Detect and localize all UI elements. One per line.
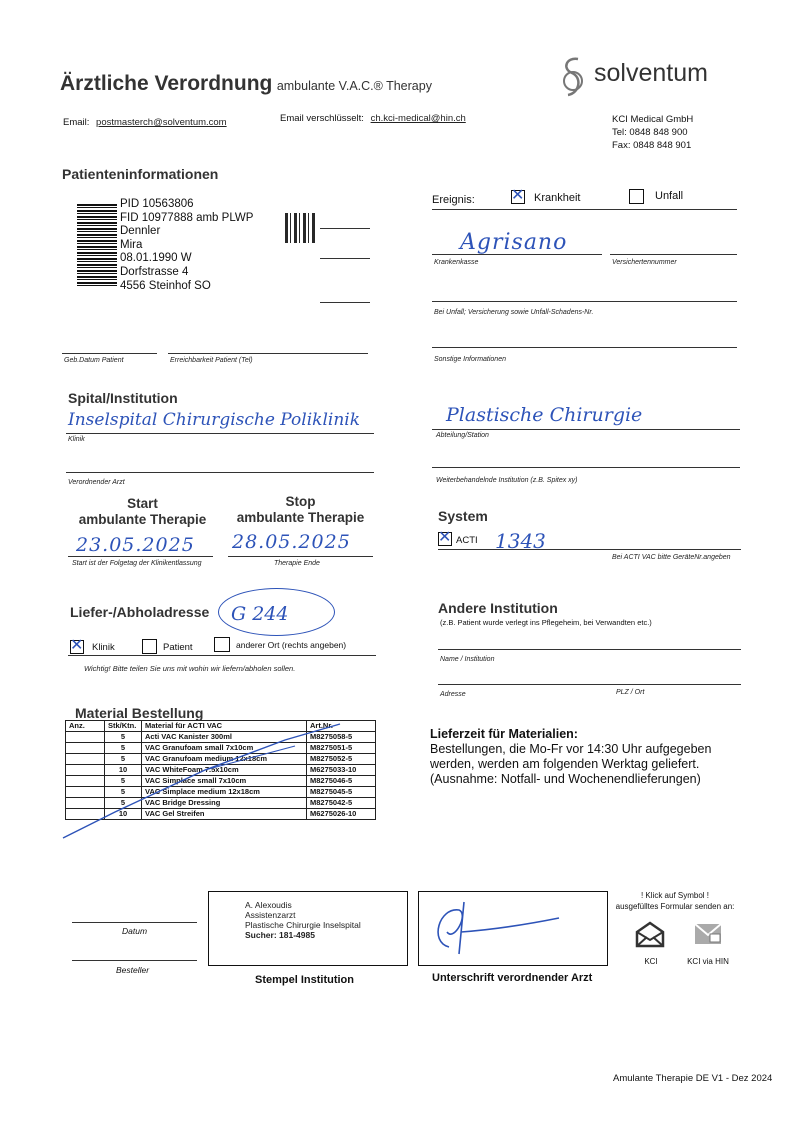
brand-name: solventum bbox=[594, 59, 708, 87]
email-enc-label: Email verschlüsselt: bbox=[280, 113, 364, 124]
material-strike-marks bbox=[55, 720, 395, 850]
patient-line: 4556 Steinhof SO bbox=[120, 279, 211, 292]
liefer-heading: Liefer-/Abholadresse bbox=[70, 604, 210, 620]
email-link[interactable]: postmasterch@solventum.com bbox=[96, 117, 227, 128]
patient-barcode bbox=[77, 204, 117, 288]
send-kci-button[interactable] bbox=[634, 920, 668, 966]
divider bbox=[320, 258, 370, 259]
liefer-klinik-checkbox[interactable] bbox=[70, 640, 84, 654]
cell-material: VAC Gel Streifen bbox=[142, 809, 307, 820]
divider bbox=[72, 960, 197, 961]
abteilung-label: Abteilung/Station bbox=[436, 432, 489, 439]
liefer-anderer-row bbox=[236, 640, 346, 650]
divider bbox=[66, 472, 374, 473]
lieferzeit-line: (Ausnahme: Notfall- und Wochenendlieferungen) bbox=[430, 772, 701, 786]
col-stk: Stk/Ktn. bbox=[105, 721, 142, 732]
col-artnr: Art.Nr. bbox=[307, 721, 376, 732]
cell-artnr: M8275042-5 bbox=[307, 798, 376, 809]
patient-line: Dorfstrasse 4 bbox=[120, 265, 189, 278]
lieferzeit-heading: Lieferzeit für Materialien: bbox=[430, 727, 578, 741]
divider bbox=[432, 347, 737, 348]
lieferzeit-text bbox=[430, 742, 711, 787]
divider bbox=[66, 433, 374, 434]
cell-artnr: M6275026-10 bbox=[307, 809, 376, 820]
weiterbehandelnde-label: Weiterbehandelnde Institution (z.B. Spitex xy) bbox=[436, 477, 578, 484]
klick-hint bbox=[610, 890, 740, 912]
envelope-icon bbox=[634, 920, 666, 948]
patient-line: Mira bbox=[120, 238, 143, 251]
system-heading: System bbox=[438, 508, 488, 524]
unfall-checkbox[interactable] bbox=[629, 189, 644, 204]
andere-heading: Andere Institution bbox=[438, 600, 558, 616]
stop-heading bbox=[228, 494, 373, 526]
stamp-box bbox=[208, 891, 408, 966]
liefer-anderer-hint: (rechts angeben) bbox=[281, 640, 347, 650]
krankenkasse-value: Agrisano bbox=[460, 230, 568, 255]
besteller-label: Besteller bbox=[116, 965, 150, 975]
divider bbox=[438, 549, 741, 550]
spital-heading: Spital/Institution bbox=[68, 390, 178, 406]
divider bbox=[438, 684, 741, 685]
stop-date-value: 28.05.2025 bbox=[232, 531, 351, 553]
start-h2: ambulante Therapie bbox=[78, 512, 207, 527]
divider bbox=[68, 556, 213, 557]
divider bbox=[432, 467, 740, 468]
klick-line1: ! Klick auf Symbol ! bbox=[640, 891, 710, 900]
tel-label: Erreichbarkeit Patient (Tel) bbox=[170, 357, 253, 364]
andere-plz-label: PLZ / Ort bbox=[616, 689, 645, 696]
company-name: KCI Medical GmbH bbox=[612, 114, 694, 125]
klick-line2: ausgefülltes Formular senden an: bbox=[615, 902, 735, 911]
cell-artnr: M8275052-5 bbox=[307, 754, 376, 765]
cell-material: VAC Granufoam medium 12x18cm bbox=[142, 754, 307, 765]
klinik-value: Inselspital Chirurgische Poliklinik bbox=[68, 410, 361, 430]
cell-material: VAC Granufoam small 7x10cm bbox=[142, 743, 307, 754]
stamp-line: Assistenzarzt bbox=[245, 910, 296, 920]
email-enc-link[interactable]: ch.kci-medical@hin.ch bbox=[370, 113, 466, 124]
liefer-circled-value: G 244 bbox=[231, 603, 289, 625]
cell-material: VAC WhiteFoam 7.5x10cm bbox=[142, 765, 307, 776]
email-row bbox=[63, 117, 227, 128]
divider bbox=[228, 556, 373, 557]
form-title bbox=[60, 72, 432, 96]
liefer-klinik-label: Klinik bbox=[92, 642, 115, 653]
solventum-s-icon bbox=[558, 55, 588, 99]
company-tel: Tel: 0848 848 900 bbox=[612, 127, 688, 138]
acti-label: ACTI bbox=[456, 535, 478, 546]
company-block bbox=[612, 113, 693, 152]
cell-stk: 5 bbox=[105, 743, 142, 754]
versichertennummer-label: Versichertennummer bbox=[612, 259, 677, 266]
cell-stk: 5 bbox=[105, 798, 142, 809]
divider bbox=[320, 302, 370, 303]
start-h1: Start bbox=[127, 496, 158, 511]
signature-mark bbox=[419, 892, 605, 962]
kci-hin-label: KCI via HIN bbox=[687, 957, 729, 966]
datum-label: Datum bbox=[122, 926, 148, 936]
cell-artnr: M8275046-5 bbox=[307, 776, 376, 787]
start-heading bbox=[70, 496, 215, 528]
company-fax: Fax: 0848 848 901 bbox=[612, 140, 692, 151]
cell-artnr: M8275045-5 bbox=[307, 787, 376, 798]
patient-line: FID 10977888 amb PLWP bbox=[120, 211, 254, 224]
geb-datum-label: Geb.Datum Patient bbox=[64, 357, 124, 364]
title-bold: Ärztliche Verordnung bbox=[60, 72, 273, 95]
liefer-anderer-checkbox[interactable] bbox=[214, 637, 230, 652]
email-label: Email: bbox=[63, 117, 90, 128]
stop-label: Therapie Ende bbox=[274, 560, 320, 567]
send-kci-hin-button[interactable] bbox=[683, 920, 733, 966]
unfall-label: Unfall bbox=[655, 190, 684, 202]
version-label: Amulante Therapie DE V1 - Dez 2024 bbox=[613, 1073, 773, 1084]
patient-line: PID 10563806 bbox=[120, 198, 194, 210]
lieferzeit-line: werden, werden am folgenden Werktag geliefert. bbox=[430, 757, 700, 771]
stamp-line: Sucher: 181-4985 bbox=[245, 930, 315, 940]
divider bbox=[438, 649, 741, 650]
divider bbox=[432, 301, 737, 302]
liefer-patient-label: Patient bbox=[163, 642, 193, 653]
cell-artnr: M8275058-5 bbox=[307, 732, 376, 743]
stop-h1: Stop bbox=[285, 494, 316, 509]
cell-material: VAC Simplace small 7x10cm bbox=[142, 776, 307, 787]
start-label: Start ist der Folgetag der Klinikentlassung bbox=[72, 560, 202, 567]
unfall-versicherung-label: Bei Unfall; Versicherung sowie Unfall-Schadens-Nr. bbox=[434, 309, 594, 316]
abteilung-value: Plastische Chirurgie bbox=[446, 404, 643, 426]
divider bbox=[610, 254, 737, 255]
cell-material: VAC Simplace medium 12x18cm bbox=[142, 787, 307, 798]
col-anz: Anz. bbox=[66, 721, 105, 732]
verordnender-arzt-label: Verordnender Arzt bbox=[68, 479, 125, 486]
brand-logo bbox=[558, 55, 708, 104]
patient-label bbox=[120, 198, 253, 293]
divider bbox=[72, 922, 197, 923]
patient-heading: Patienteninformationen bbox=[62, 166, 219, 182]
divider bbox=[432, 209, 737, 210]
ereignis-label: Ereignis: bbox=[432, 194, 475, 206]
klinik-label: Klinik bbox=[68, 436, 85, 443]
stop-h2: ambulante Therapie bbox=[236, 510, 365, 525]
patient-line: Dennler bbox=[120, 225, 161, 238]
sonstige-label: Sonstige Informationen bbox=[434, 356, 506, 363]
liefer-patient-checkbox[interactable] bbox=[142, 639, 157, 654]
divider bbox=[320, 228, 370, 229]
divider bbox=[432, 429, 740, 430]
geraet-hint: Bei ACTI VAC bitte GeräteNr.angeben bbox=[612, 554, 731, 561]
cell-material: VAC Bridge Dressing bbox=[142, 798, 307, 809]
cell-stk: 10 bbox=[105, 765, 142, 776]
hin-mail-icon bbox=[693, 920, 723, 948]
start-date-value: 23.05.2025 bbox=[76, 534, 195, 556]
krankenkasse-label: Krankenkasse bbox=[434, 259, 479, 266]
stempel-label: Stempel Institution bbox=[255, 974, 354, 986]
geraet-nr-value: 1343 bbox=[495, 529, 546, 553]
krankheit-checkbox[interactable] bbox=[511, 190, 525, 204]
divider bbox=[168, 353, 368, 354]
divider bbox=[432, 254, 602, 255]
col-material: Material für ACTI VAC bbox=[142, 721, 307, 732]
divider bbox=[62, 353, 157, 354]
divider bbox=[68, 655, 376, 656]
krankheit-label: Krankheit bbox=[534, 192, 581, 204]
lieferzeit-line: Bestellungen, die Mo-Fr vor 14:30 Uhr aufgegeben bbox=[430, 742, 712, 756]
cell-stk: 5 bbox=[105, 787, 142, 798]
unterschrift-label: Unterschrift verordnender Arzt bbox=[432, 972, 593, 984]
cell-stk: 10 bbox=[105, 809, 142, 820]
signature-box bbox=[418, 891, 608, 966]
cell-stk: 5 bbox=[105, 732, 142, 743]
email-enc-row bbox=[280, 113, 466, 124]
andere-name-label: Name / Institution bbox=[440, 656, 495, 663]
stamp-line: Plastische Chirurgie Inselspital bbox=[245, 920, 361, 930]
stamp-text bbox=[245, 900, 361, 940]
liefer-wichtig: Wichtig! Bitte teilen Sie uns mit wohin wir liefern/abholen sollen. bbox=[84, 664, 296, 673]
liefer-anderer-label: anderer Ort bbox=[236, 640, 280, 650]
cell-artnr: M8275051-5 bbox=[307, 743, 376, 754]
kci-label: KCI bbox=[644, 957, 658, 966]
stamp-line: A. Alexoudis bbox=[245, 900, 292, 910]
andere-adresse-label: Adresse bbox=[440, 691, 466, 698]
cell-material: Acti VAC Kanister 300ml bbox=[142, 732, 307, 743]
cell-stk: 5 bbox=[105, 776, 142, 787]
title-rest: ambulante V.A.C.® Therapy bbox=[276, 79, 432, 93]
acti-checkbox[interactable] bbox=[438, 532, 452, 546]
patient-line: 08.01.1990 W bbox=[120, 252, 192, 265]
cell-artnr: M6275033-10 bbox=[307, 765, 376, 776]
andere-sub: (z.B. Patient wurde verlegt ins Pflegeheim, bei Verwandten etc.) bbox=[440, 618, 652, 627]
patient-qr-code bbox=[285, 213, 315, 243]
cell-stk: 5 bbox=[105, 754, 142, 765]
material-heading: Material Bestellung bbox=[75, 705, 204, 721]
